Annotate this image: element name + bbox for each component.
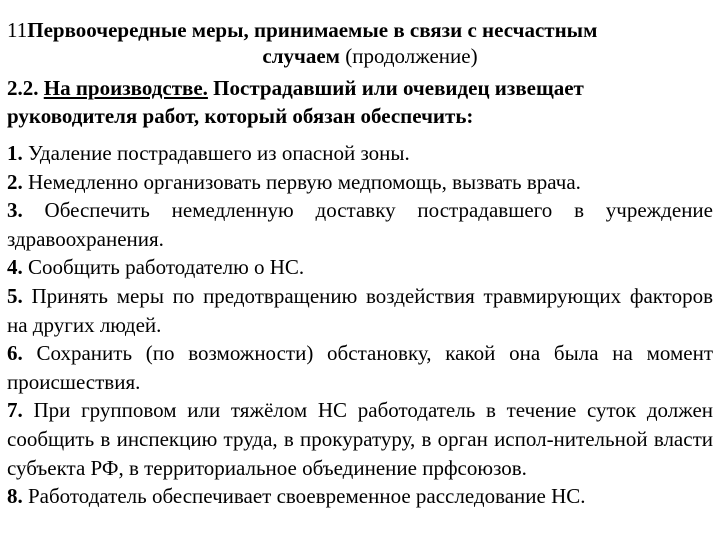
item-text: Сообщить работодателю о НС. bbox=[22, 255, 305, 280]
item-text: Немедленно организовать первую медпомощь, вызвать врача. bbox=[22, 169, 581, 194]
slide-number: 11 bbox=[7, 18, 28, 42]
item-number: 5. bbox=[7, 283, 23, 308]
section-heading bbox=[7, 74, 713, 130]
title-line2-normal: (продолжение) bbox=[339, 44, 478, 68]
section-heading-text: Пострадавший или очевидец извещает руководителя работ, который обязан обеспечить: bbox=[7, 76, 584, 128]
item-number: 4. bbox=[7, 255, 23, 280]
item-text: Удаление пострадавшего из опасной зоны. bbox=[22, 141, 410, 165]
list-item bbox=[7, 396, 713, 482]
item-text: Обеспечить немедленную доставку пострадавшего в учреждение здравоохранения. bbox=[7, 198, 713, 251]
item-text: При групповом или тяжёлом НС работодатель в течение суток должен сообщить в инспекцию труда, в прокуратуру, в орган испол-нительной власти субъекта РФ, в территориальное объединение прфсоюзов. bbox=[7, 398, 713, 480]
list-item bbox=[7, 196, 713, 253]
title-line-1 bbox=[7, 17, 713, 43]
title-main-text: Первоочередные меры, принимаемые в связи с несчастным bbox=[27, 18, 598, 42]
item-number: 6. bbox=[7, 341, 23, 366]
list-item bbox=[7, 253, 713, 282]
list-item bbox=[7, 139, 713, 168]
list-item bbox=[7, 282, 713, 339]
section-underlined-label: На производстве. bbox=[43, 76, 208, 100]
list-item bbox=[7, 168, 713, 197]
title-line-2 bbox=[7, 43, 713, 69]
list-item bbox=[7, 339, 713, 396]
item-text: Работодатель обеспечивает своевременное расследование НС. bbox=[22, 484, 586, 509]
slide-title bbox=[7, 17, 713, 69]
item-number: 1. bbox=[7, 141, 23, 165]
measures-list bbox=[7, 139, 713, 511]
item-text: Сохранить (по возможности) обстановку, какой она была на момент происшествия. bbox=[7, 341, 713, 394]
title-line2-bold: случаем bbox=[262, 44, 340, 68]
item-text: Принять меры по предотвращению воздействия травмирующих факторов на других людей. bbox=[7, 283, 713, 337]
section-number: 2.2. bbox=[7, 76, 44, 100]
item-number: 8. bbox=[7, 484, 23, 509]
item-number: 3. bbox=[7, 198, 23, 223]
item-number: 2. bbox=[7, 169, 23, 194]
item-number: 7. bbox=[7, 398, 23, 423]
list-item bbox=[7, 482, 713, 511]
